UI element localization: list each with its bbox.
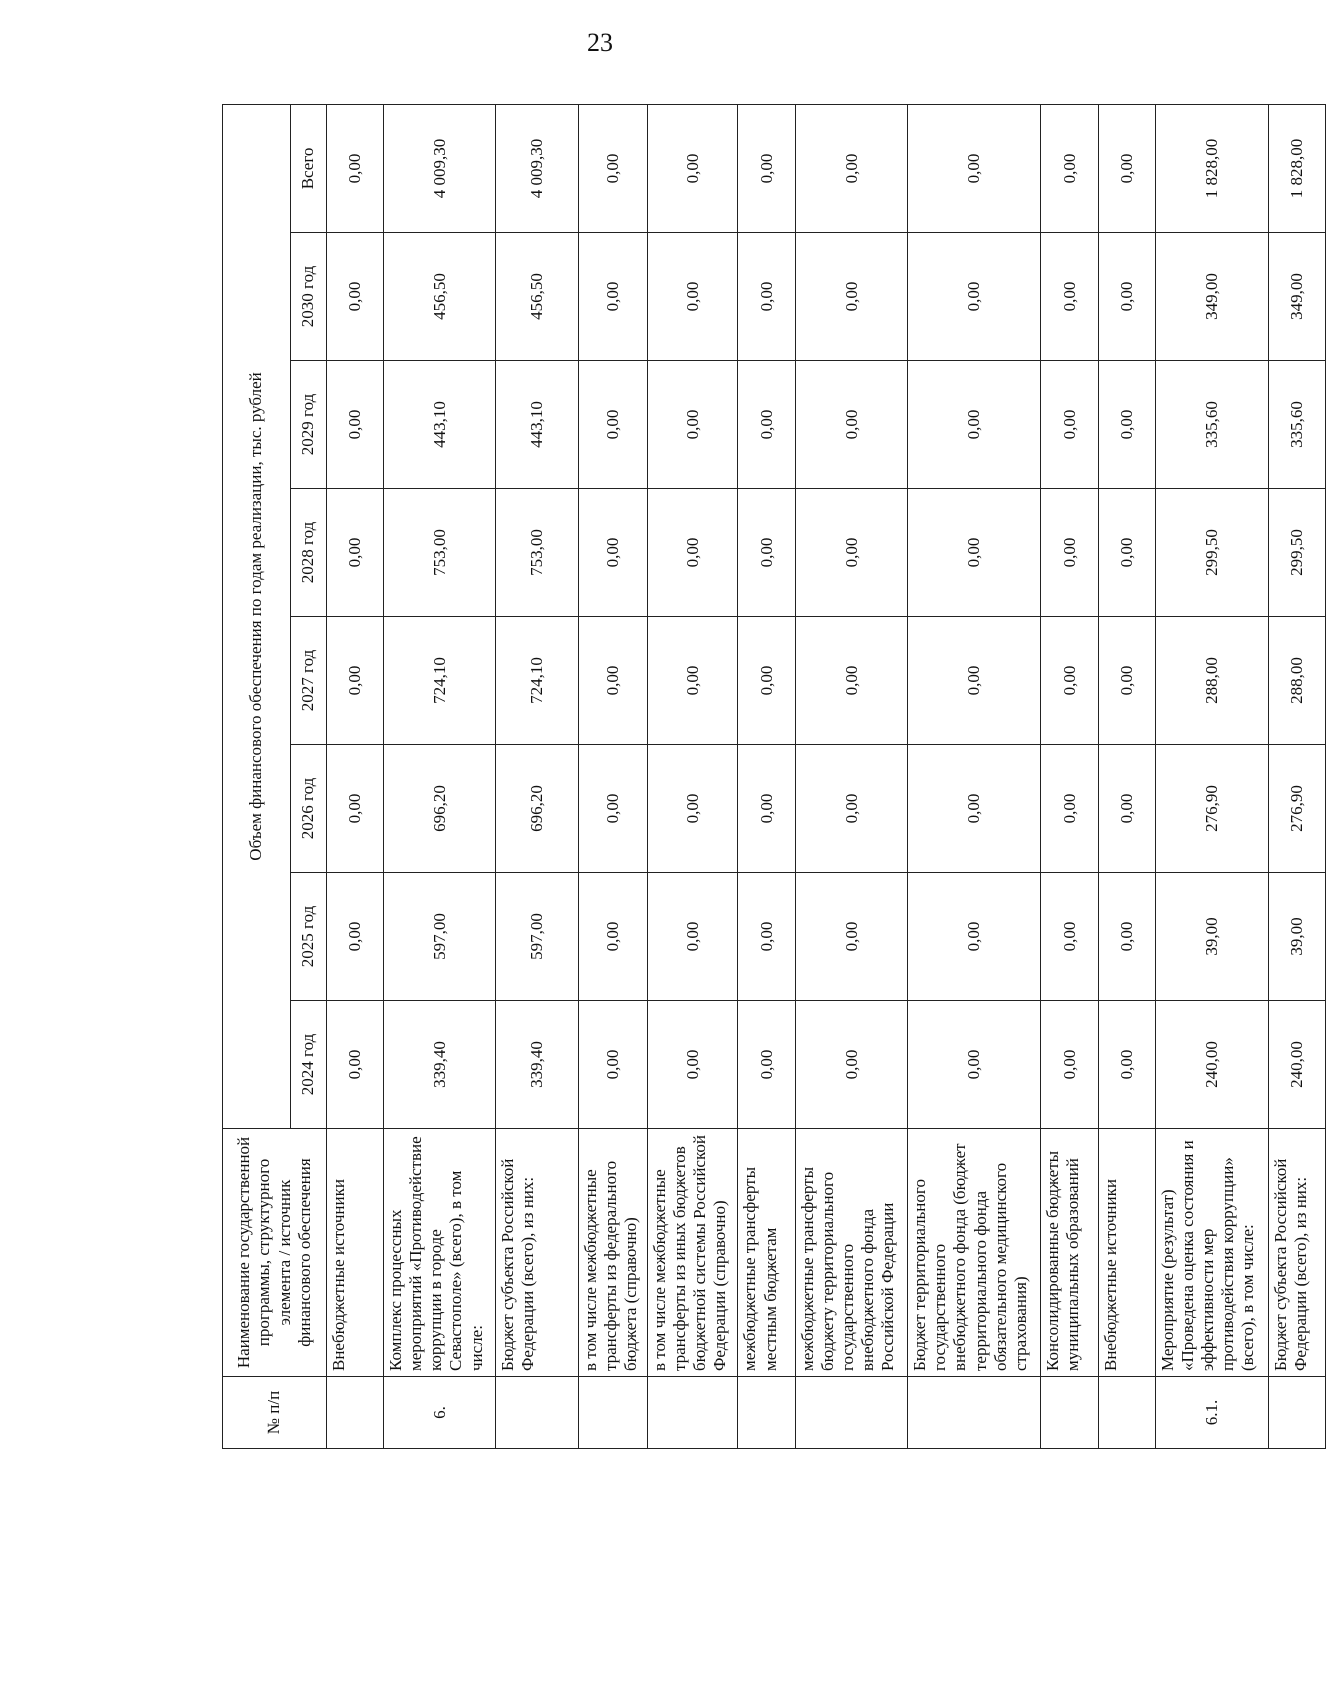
value-cell: 0,00 [327,1001,384,1129]
value-cell: 0,00 [1098,361,1155,489]
row-number [1268,1377,1325,1449]
row-number [578,1377,647,1449]
value-cell: 0,00 [648,745,738,873]
table-row [578,104,647,1448]
value-cell: 1 828,00 [1156,104,1269,232]
value-cell: 299,50 [1156,489,1269,617]
row-name: Консолидированные бюджеты муниципальных образований [1041,1129,1098,1377]
header-year: 2029 год [291,361,327,489]
row-number [738,1377,795,1449]
value-cell: 0,00 [738,617,795,745]
row-number [1098,1377,1155,1449]
row-name: в том числе межбюджетные трансферты из федерального бюджета (справочно) [578,1129,647,1377]
value-cell: 335,60 [1156,361,1269,489]
value-cell: 0,00 [908,617,1041,745]
value-cell: 299,50 [1268,489,1325,617]
header-year: 2025 год [291,873,327,1001]
table-row [908,104,1041,1448]
row-name: Комплекс процессных мероприятий «Противодействие коррупции в городе Севастополе» (всего), в том числе: [384,1129,496,1377]
value-cell: 0,00 [738,104,795,232]
value-cell: 0,00 [795,233,908,361]
header-group: Объем финансового обеспечения по годам реализации, тыс. рублей [223,104,291,1128]
value-cell: 0,00 [908,489,1041,617]
row-number [1041,1377,1098,1449]
value-cell: 0,00 [578,873,647,1001]
value-cell: 443,10 [384,361,496,489]
value-cell: 0,00 [908,233,1041,361]
value-cell: 288,00 [1268,617,1325,745]
value-cell: 0,00 [327,361,384,489]
value-cell: 0,00 [738,489,795,617]
value-cell: 0,00 [327,104,384,232]
value-cell: 0,00 [738,873,795,1001]
row-name: Внебюджетные источники [1098,1129,1155,1377]
header-year: 2028 год [291,489,327,617]
value-cell: 0,00 [578,745,647,873]
value-cell: 0,00 [795,873,908,1001]
value-cell: 597,00 [496,873,579,1001]
value-cell: 0,00 [648,104,738,232]
value-cell: 0,00 [908,745,1041,873]
value-cell: 0,00 [908,104,1041,232]
table-row [1268,104,1325,1448]
row-name: в том числе межбюджетные трансферты из иных бюджетов бюджетной системы Российской Федерации (справочно) [648,1129,738,1377]
value-cell: 0,00 [1041,617,1098,745]
header-no: № п/п [223,1377,327,1449]
value-cell: 443,10 [496,361,579,489]
value-cell: 0,00 [648,873,738,1001]
value-cell: 0,00 [1098,233,1155,361]
value-cell: 0,00 [578,1001,647,1129]
row-name: Внебюджетные источники [327,1129,384,1377]
value-cell: 0,00 [795,361,908,489]
value-cell: 0,00 [1098,489,1155,617]
table-row [384,104,496,1448]
value-cell: 4 009,30 [496,104,579,232]
value-cell: 724,10 [496,617,579,745]
financing-table [222,104,1326,1449]
value-cell: 276,90 [1156,745,1269,873]
table-row [795,104,908,1448]
header-year: 2027 год [291,617,327,745]
value-cell: 0,00 [578,489,647,617]
value-cell: 0,00 [738,745,795,873]
value-cell: 240,00 [1268,1001,1325,1129]
value-cell: 0,00 [1041,361,1098,489]
value-cell: 39,00 [1156,873,1269,1001]
value-cell: 39,00 [1268,873,1325,1001]
value-cell: 1 828,00 [1268,104,1325,232]
value-cell: 339,40 [384,1001,496,1129]
value-cell: 456,50 [496,233,579,361]
value-cell: 288,00 [1156,617,1269,745]
table-row [1098,104,1155,1448]
value-cell: 0,00 [648,489,738,617]
value-cell: 0,00 [908,1001,1041,1129]
table-row [738,104,795,1448]
header-name: Наименование государственной программы, структурного элемента / источник финансового обеспечения [223,1129,327,1377]
value-cell: 753,00 [384,489,496,617]
table-row [327,104,384,1448]
value-cell: 0,00 [1098,617,1155,745]
header-year: 2026 год [291,745,327,873]
row-number: 6. [384,1377,496,1449]
value-cell: 0,00 [578,361,647,489]
rotated-table-container [222,105,1326,1449]
value-cell: 724,10 [384,617,496,745]
value-cell: 240,00 [1156,1001,1269,1129]
value-cell: 696,20 [496,745,579,873]
value-cell: 349,00 [1268,233,1325,361]
row-number [496,1377,579,1449]
value-cell: 276,90 [1268,745,1325,873]
value-cell: 349,00 [1156,233,1269,361]
value-cell: 0,00 [648,1001,738,1129]
value-cell: 696,20 [384,745,496,873]
table-row [648,104,738,1448]
value-cell: 0,00 [1041,1001,1098,1129]
row-name: межбюджетные трансферты местным бюджетам [738,1129,795,1377]
header-year: 2024 год [291,1001,327,1129]
value-cell: 456,50 [384,233,496,361]
value-cell: 0,00 [1098,745,1155,873]
table-row [496,104,579,1448]
value-cell: 597,00 [384,873,496,1001]
value-cell: 0,00 [327,489,384,617]
row-number [648,1377,738,1449]
header-year: Всего [291,104,327,232]
value-cell: 335,60 [1268,361,1325,489]
value-cell: 0,00 [795,745,908,873]
value-cell: 0,00 [1098,873,1155,1001]
value-cell: 0,00 [795,1001,908,1129]
value-cell: 0,00 [795,104,908,232]
value-cell: 0,00 [738,361,795,489]
row-number [327,1377,384,1449]
value-cell: 0,00 [738,1001,795,1129]
value-cell: 0,00 [1041,489,1098,617]
table-row [1041,104,1098,1448]
value-cell: 753,00 [496,489,579,617]
value-cell: 0,00 [327,233,384,361]
row-name: Бюджет субъекта Российской Федерации (всего), из них: [1268,1129,1325,1377]
value-cell: 0,00 [795,489,908,617]
value-cell: 0,00 [795,617,908,745]
row-number [908,1377,1041,1449]
value-cell: 0,00 [738,233,795,361]
row-name: межбюджетные трансферты бюджету территориального государственного внебюджетного фонда Российской Федерации [795,1129,908,1377]
value-cell: 0,00 [648,617,738,745]
row-name: Бюджет субъекта Российской Федерации (всего), из них: [496,1129,579,1377]
value-cell: 0,00 [578,617,647,745]
value-cell: 0,00 [648,233,738,361]
value-cell: 0,00 [648,361,738,489]
row-number: 6.1. [1156,1377,1269,1449]
header-year: 2030 год [291,233,327,361]
value-cell: 0,00 [1098,104,1155,232]
value-cell: 0,00 [908,873,1041,1001]
value-cell: 0,00 [1041,745,1098,873]
value-cell: 0,00 [327,873,384,1001]
value-cell: 0,00 [327,745,384,873]
value-cell: 0,00 [908,361,1041,489]
value-cell: 0,00 [1041,104,1098,232]
value-cell: 0,00 [1041,233,1098,361]
value-cell: 0,00 [1041,873,1098,1001]
table-row [1156,104,1269,1448]
value-cell: 4 009,30 [384,104,496,232]
page-number: 23 [587,28,613,57]
value-cell: 0,00 [327,617,384,745]
row-number [795,1377,908,1449]
value-cell: 0,00 [578,233,647,361]
row-name: Бюджет территориального государственного внебюджетного фонда (бюджет территориального фонда обязательного медицинского страхования) [908,1129,1041,1377]
value-cell: 0,00 [578,104,647,232]
value-cell: 339,40 [496,1001,579,1129]
row-name: Мероприятие (результат) «Проведена оценка состояния и эффективности мер противодействия коррупции» (всего), в том числе: [1156,1129,1269,1377]
value-cell: 0,00 [1098,1001,1155,1129]
